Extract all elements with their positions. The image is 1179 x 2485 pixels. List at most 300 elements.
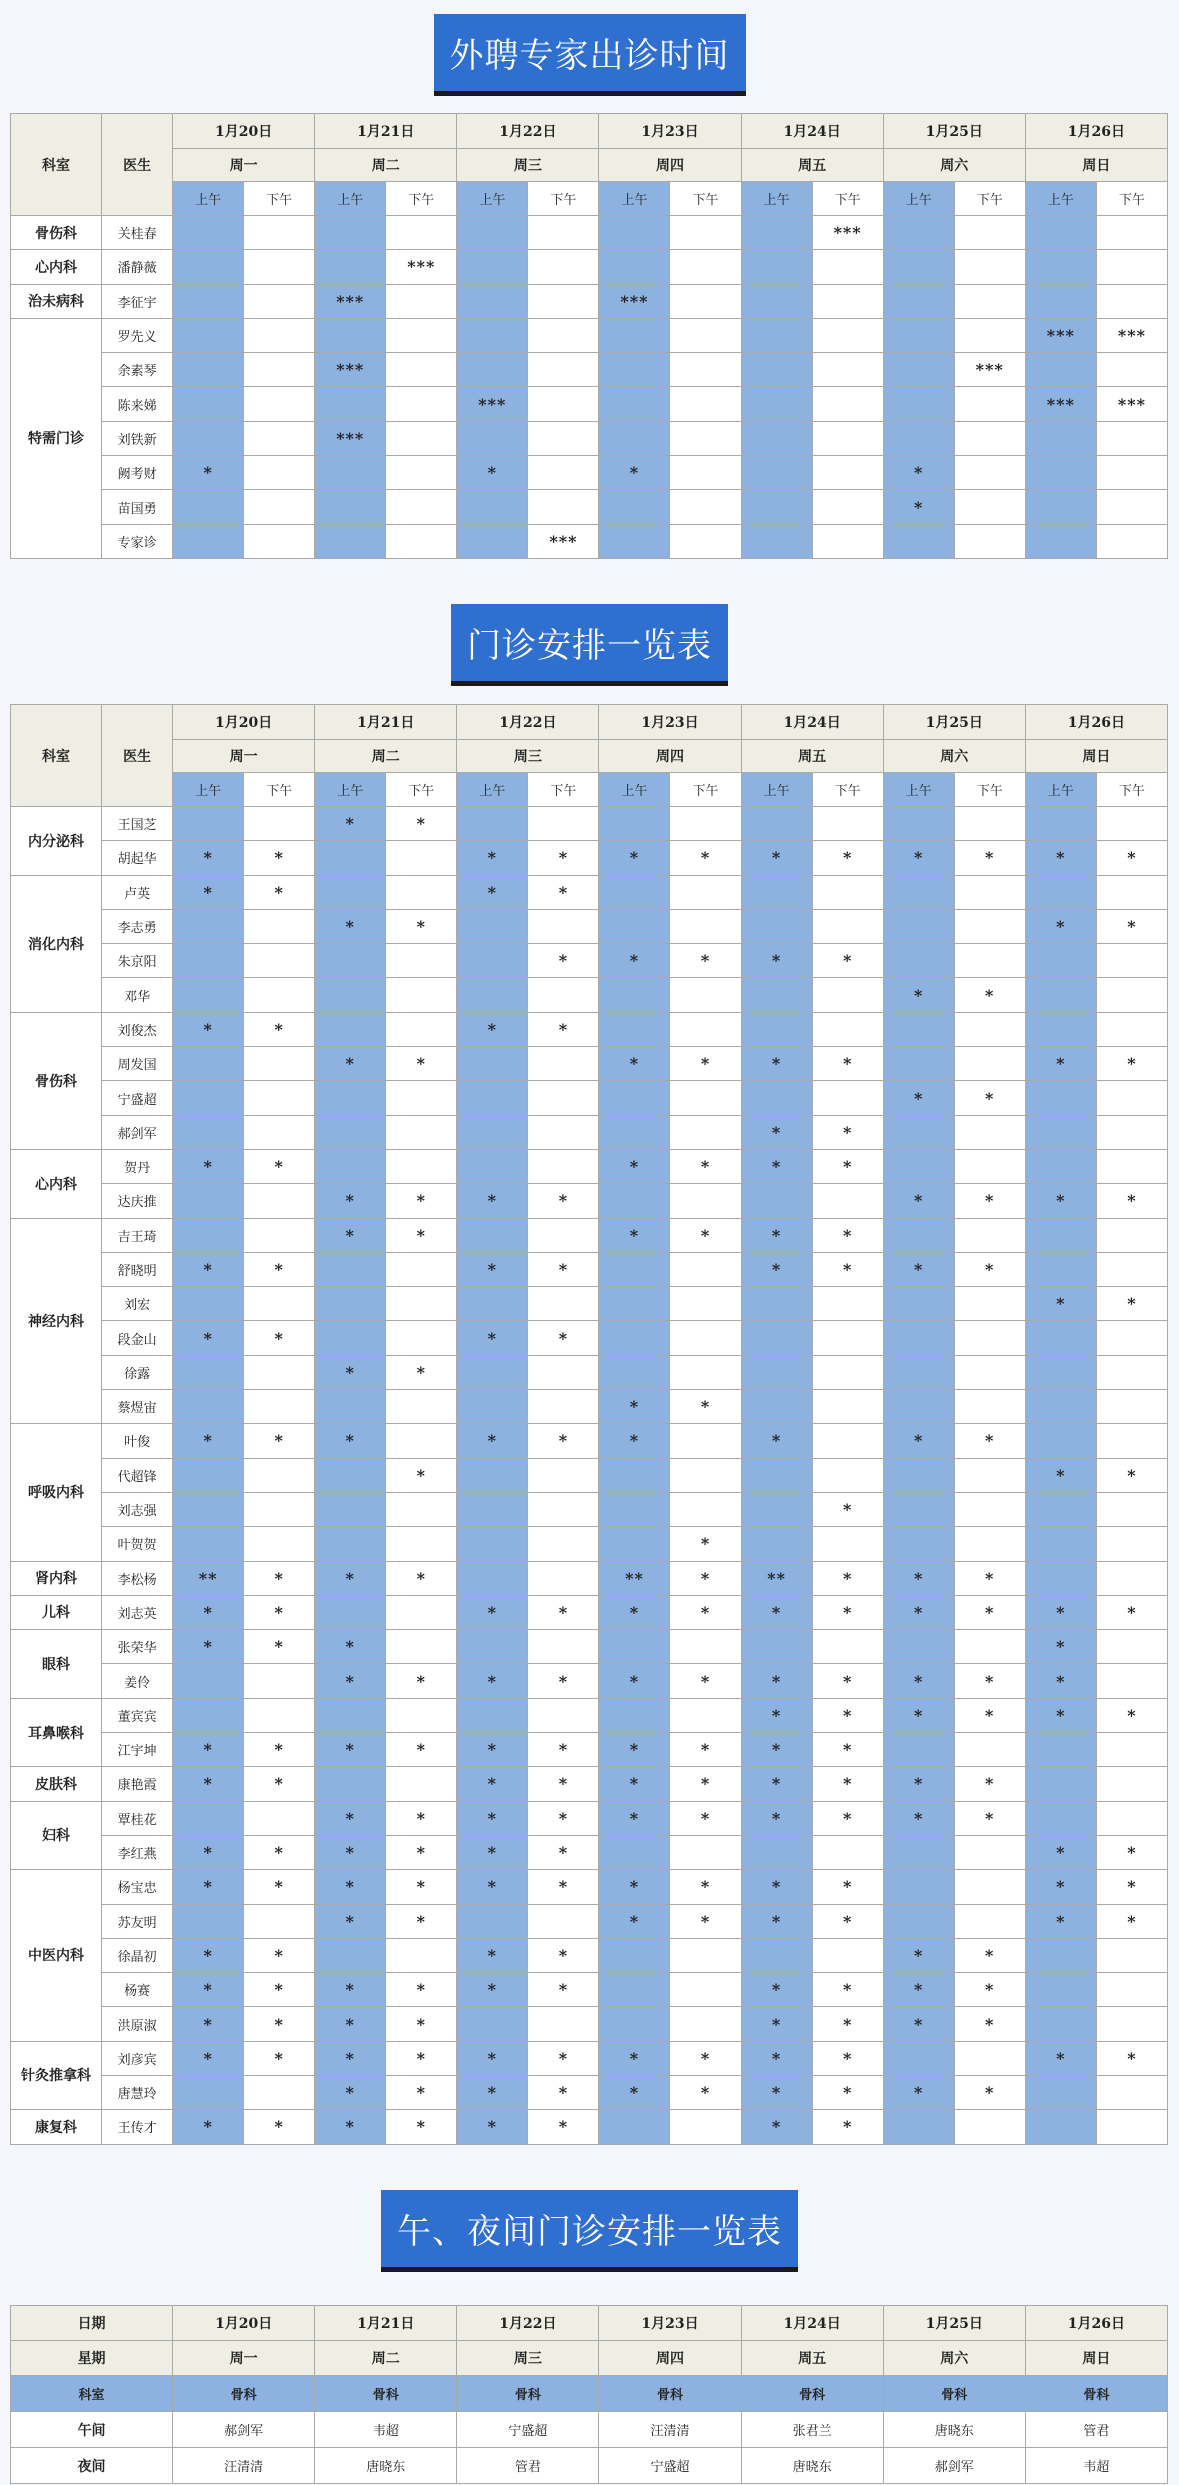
schedule-cell (1025, 2110, 1096, 2144)
schedule-cell: * (599, 1595, 670, 1629)
schedule-cell: * (528, 1252, 599, 1286)
table-row (11, 1973, 1168, 2007)
schedule-cell (812, 1424, 883, 1458)
schedule-cell (883, 353, 954, 387)
schedule-cell: * (457, 2075, 528, 2109)
night-doctor: 韦超 (1025, 2448, 1167, 2484)
schedule-cell (386, 875, 457, 909)
noon-doctor: 宁盛超 (457, 2412, 599, 2448)
date-row-cell: 1月22日 (457, 2306, 599, 2341)
schedule-cell (741, 1390, 812, 1424)
header-am: 上午 (1025, 182, 1096, 216)
schedule-cell (741, 909, 812, 943)
schedule-cell: * (315, 1870, 386, 1904)
schedule-cell (741, 1287, 812, 1321)
header-am: 上午 (741, 773, 812, 807)
schedule-cell (670, 1698, 741, 1732)
schedule-cell (173, 284, 244, 318)
schedule-cell (386, 1115, 457, 1149)
schedule-cell (1096, 1218, 1167, 1252)
schedule-cell: * (528, 875, 599, 909)
dept-cell: 心内科 (11, 1149, 102, 1218)
schedule-cell (528, 1390, 599, 1424)
schedule-cell (528, 1081, 599, 1115)
schedule-cell (315, 1321, 386, 1355)
schedule-cell: * (1096, 1698, 1167, 1732)
schedule-cell: * (883, 1561, 954, 1595)
schedule-cell (386, 1630, 457, 1664)
header-am: 上午 (1025, 773, 1096, 807)
schedule-cell: * (599, 1149, 670, 1183)
schedule-cell (1025, 1321, 1096, 1355)
header-ampm-row (11, 182, 1168, 216)
table-row (11, 1081, 1168, 1115)
schedule-cell (599, 1492, 670, 1526)
schedule-cell (741, 284, 812, 318)
schedule-cell: * (386, 1904, 457, 1938)
schedule-cell (741, 1355, 812, 1389)
schedule-cell (244, 1664, 315, 1698)
schedule-cell: * (386, 2007, 457, 2041)
schedule-cell (1025, 1733, 1096, 1767)
table-row (11, 1801, 1168, 1835)
schedule-cell: * (457, 1664, 528, 1698)
schedule-cell (741, 1630, 812, 1664)
schedule-cell (812, 1938, 883, 1972)
header-ampm-row (11, 773, 1168, 807)
schedule-cell (599, 2007, 670, 2041)
schedule-cell (244, 1115, 315, 1149)
schedule-cell: * (1096, 2041, 1167, 2075)
schedule-cell (173, 1904, 244, 1938)
header-pm: 下午 (386, 182, 457, 216)
schedule-cell: * (386, 1973, 457, 2007)
schedule-cell (457, 2007, 528, 2041)
header-date-row (11, 114, 1168, 149)
header-weekday: 周二 (315, 149, 457, 182)
schedule-cell (173, 2075, 244, 2109)
table-row (11, 1733, 1168, 1767)
schedule-cell (315, 1081, 386, 1115)
header-am: 上午 (741, 182, 812, 216)
schedule-cell (315, 1767, 386, 1801)
dept-cell: 消化内科 (11, 875, 102, 1012)
schedule-cell (599, 1835, 670, 1869)
weekday-row-cell: 周五 (741, 2341, 883, 2376)
schedule-cell (528, 284, 599, 318)
dept-cell: 皮肤科 (11, 1767, 102, 1801)
schedule-cell: * (599, 2041, 670, 2075)
schedule-cell (457, 490, 528, 524)
schedule-cell (386, 456, 457, 490)
doctor-cell: 徐晶初 (102, 1938, 173, 1972)
dept-cell: 眼科 (11, 1630, 102, 1699)
schedule-cell (528, 490, 599, 524)
schedule-cell (173, 1390, 244, 1424)
schedule-cell: * (670, 1561, 741, 1595)
header-weekday: 周三 (457, 149, 599, 182)
date-row-cell: 1月23日 (599, 2306, 741, 2341)
schedule-cell (315, 1698, 386, 1732)
schedule-cell (173, 1047, 244, 1081)
schedule-cell (386, 1081, 457, 1115)
schedule-cell: * (173, 1424, 244, 1458)
schedule-cell: * (528, 1973, 599, 2007)
schedule-cell: * (741, 1252, 812, 1286)
schedule-cell (1025, 978, 1096, 1012)
schedule-cell (315, 1012, 386, 1046)
schedule-cell: *** (528, 524, 599, 558)
schedule-cell (173, 944, 244, 978)
schedule-cell (954, 1115, 1025, 1149)
schedule-cell: * (528, 1595, 599, 1629)
schedule-cell (599, 2110, 670, 2144)
doctor-cell: 王传才 (102, 2110, 173, 2144)
schedule-cell (883, 1458, 954, 1492)
title-banner-1 (0, 14, 1179, 96)
doctor-cell: 周发国 (102, 1047, 173, 1081)
schedule-cell: * (1025, 841, 1096, 875)
schedule-cell: * (173, 1973, 244, 2007)
schedule-cell (386, 284, 457, 318)
schedule-cell (812, 318, 883, 352)
schedule-cell: * (954, 2007, 1025, 2041)
schedule-cell: * (1096, 1835, 1167, 1869)
schedule-cell (741, 1835, 812, 1869)
schedule-cell (812, 1630, 883, 1664)
schedule-cell (954, 524, 1025, 558)
schedule-cell (244, 1527, 315, 1561)
schedule-cell (244, 216, 315, 250)
schedule-cell (244, 1698, 315, 1732)
schedule-cell (386, 944, 457, 978)
doctor-cell: 王国芝 (102, 807, 173, 841)
schedule-cell: * (1025, 1698, 1096, 1732)
night-doctor: 唐晓东 (315, 2448, 457, 2484)
schedule-cell (670, 1321, 741, 1355)
schedule-cell: * (670, 1218, 741, 1252)
schedule-cell (670, 1938, 741, 1972)
table-row (11, 807, 1168, 841)
schedule-cell (386, 1012, 457, 1046)
schedule-cell (173, 909, 244, 943)
dept-cell: 针灸推拿科 (11, 2041, 102, 2110)
schedule-cell (457, 1904, 528, 1938)
schedule-cell: * (315, 2007, 386, 2041)
schedule-cell (528, 1630, 599, 1664)
doctor-cell: 朱京阳 (102, 944, 173, 978)
schedule-cell (1096, 1561, 1167, 1595)
schedule-cell (1096, 978, 1167, 1012)
schedule-cell: * (457, 2110, 528, 2144)
schedule-cell (386, 1287, 457, 1321)
schedule-cell (173, 216, 244, 250)
weekday-row-cell: 周二 (315, 2341, 457, 2376)
schedule-cell: * (954, 1767, 1025, 1801)
schedule-cell (883, 1012, 954, 1046)
schedule-cell: * (954, 1595, 1025, 1629)
doctor-cell: 杨宝忠 (102, 1870, 173, 1904)
header-date: 1月21日 (315, 705, 457, 740)
schedule-cell (954, 1904, 1025, 1938)
schedule-cell (599, 421, 670, 455)
schedule-cell (741, 978, 812, 1012)
doctor-cell: 苏友明 (102, 1904, 173, 1938)
schedule-cell: * (741, 1904, 812, 1938)
header-date: 1月20日 (173, 705, 315, 740)
schedule-cell (173, 1081, 244, 1115)
schedule-cell (173, 1218, 244, 1252)
schedule-cell (670, 1973, 741, 2007)
doctor-cell: 洪原淑 (102, 2007, 173, 2041)
schedule-cell: * (315, 1047, 386, 1081)
schedule-cell: * (386, 2041, 457, 2075)
schedule-cell: * (812, 1218, 883, 1252)
dept-cell: 神经内科 (11, 1218, 102, 1424)
schedule-cell (599, 1938, 670, 1972)
schedule-cell: * (1025, 1184, 1096, 1218)
schedule-cell: * (173, 1938, 244, 1972)
schedule-cell (173, 1492, 244, 1526)
table-row (11, 456, 1168, 490)
schedule-cell: * (954, 1973, 1025, 2007)
schedule-cell: * (883, 1081, 954, 1115)
schedule-cell (528, 1218, 599, 1252)
schedule-cell (528, 318, 599, 352)
schedule-cell (812, 978, 883, 1012)
schedule-cell (244, 2075, 315, 2109)
schedule-cell: * (883, 1698, 954, 1732)
schedule-cell (315, 1938, 386, 1972)
schedule-cell: * (173, 1630, 244, 1664)
schedule-cell: * (244, 1424, 315, 1458)
schedule-cell (670, 1630, 741, 1664)
doctor-cell: 刘彦宾 (102, 2041, 173, 2075)
header-pm: 下午 (670, 182, 741, 216)
schedule-cell (457, 524, 528, 558)
header-pm: 下午 (1096, 773, 1167, 807)
schedule-cell: * (1096, 1287, 1167, 1321)
table-row (11, 1149, 1168, 1183)
doctor-cell: 潘静薇 (102, 250, 173, 284)
schedule-cell: *** (1096, 318, 1167, 352)
schedule-cell (599, 1287, 670, 1321)
schedule-cell (954, 1149, 1025, 1183)
schedule-cell: *** (599, 284, 670, 318)
schedule-cell (670, 284, 741, 318)
schedule-cell (244, 1287, 315, 1321)
schedule-cell (599, 1973, 670, 2007)
table-row (11, 1664, 1168, 1698)
schedule-cell: * (457, 841, 528, 875)
schedule-cell (670, 387, 741, 421)
schedule-cell: * (386, 1870, 457, 1904)
schedule-cell (457, 421, 528, 455)
schedule-cell: * (173, 1595, 244, 1629)
schedule-cell (599, 353, 670, 387)
schedule-cell: * (599, 1424, 670, 1458)
schedule-cell: * (386, 1835, 457, 1869)
header-weekday: 周四 (599, 149, 741, 182)
schedule-cell: * (883, 1424, 954, 1458)
table-row (11, 1527, 1168, 1561)
schedule-cell: * (457, 1767, 528, 1801)
schedule-cell (1025, 1115, 1096, 1149)
schedule-cell (1096, 2075, 1167, 2109)
schedule-cell (315, 1287, 386, 1321)
schedule-cell: * (315, 909, 386, 943)
schedule-cell: * (670, 1595, 741, 1629)
schedule-cell (1096, 1973, 1167, 2007)
schedule-cell: * (244, 2110, 315, 2144)
schedule-cell: * (528, 1733, 599, 1767)
schedule-cell (741, 490, 812, 524)
schedule-cell: * (954, 978, 1025, 1012)
schedule-cell (954, 1835, 1025, 1869)
schedule-cell (954, 456, 1025, 490)
table-row (11, 490, 1168, 524)
schedule-cell: * (670, 2075, 741, 2109)
schedule-cell: ** (599, 1561, 670, 1595)
schedule-cell: * (1025, 1904, 1096, 1938)
doctor-cell: 康艳霞 (102, 1767, 173, 1801)
schedule-cell (1025, 1527, 1096, 1561)
schedule-cell (528, 1458, 599, 1492)
schedule-cell: * (457, 1595, 528, 1629)
doctor-cell: 刘宏 (102, 1287, 173, 1321)
schedule-cell (244, 1390, 315, 1424)
schedule-cell (457, 1630, 528, 1664)
schedule-cell (1025, 875, 1096, 909)
header-weekday: 周一 (173, 740, 315, 773)
schedule-cell (1096, 1527, 1167, 1561)
schedule-cell: * (1096, 1595, 1167, 1629)
schedule-cell (883, 1149, 954, 1183)
date-row (11, 2306, 1168, 2341)
schedule-cell: * (954, 1698, 1025, 1732)
table-row (11, 1321, 1168, 1355)
schedule-cell: * (1096, 909, 1167, 943)
schedule-cell (1025, 2075, 1096, 2109)
table-row (11, 1424, 1168, 1458)
schedule-cell: * (599, 1664, 670, 1698)
schedule-cell (457, 1287, 528, 1321)
weekday-row-cell: 周六 (883, 2341, 1025, 2376)
schedule-cell: * (954, 1081, 1025, 1115)
schedule-cell (670, 524, 741, 558)
schedule-cell (670, 909, 741, 943)
dept-cell: 治未病科 (11, 284, 102, 318)
dept-cell: 儿科 (11, 1595, 102, 1629)
schedule-cell: * (244, 1561, 315, 1595)
doctor-cell: 余素琴 (102, 353, 173, 387)
schedule-cell: * (457, 1733, 528, 1767)
schedule-cell: * (315, 1664, 386, 1698)
doctor-cell: 蔡煜宙 (102, 1390, 173, 1424)
header-am: 上午 (457, 773, 528, 807)
dept-row (11, 2376, 1168, 2412)
doctor-cell: 叶贺贺 (102, 1527, 173, 1561)
schedule-cell (741, 216, 812, 250)
schedule-cell (173, 1664, 244, 1698)
schedule-cell (1096, 1321, 1167, 1355)
schedule-cell: * (315, 2110, 386, 2144)
schedule-cell (670, 1492, 741, 1526)
schedule-cell (1096, 1767, 1167, 1801)
schedule-cell (528, 1115, 599, 1149)
header-weekday-row (11, 149, 1168, 182)
table-row (11, 216, 1168, 250)
schedule-cell (244, 456, 315, 490)
table-row (11, 2075, 1168, 2109)
noon-doctor: 汪清清 (599, 2412, 741, 2448)
table-row (11, 318, 1168, 352)
header-pm: 下午 (244, 182, 315, 216)
schedule-cell: * (244, 875, 315, 909)
schedule-cell: * (315, 1904, 386, 1938)
schedule-cell: * (670, 841, 741, 875)
doctor-cell: 贺丹 (102, 1149, 173, 1183)
schedule-cell (670, 318, 741, 352)
schedule-cell (954, 1355, 1025, 1389)
schedule-cell (315, 250, 386, 284)
table-row (11, 524, 1168, 558)
schedule-cell (954, 318, 1025, 352)
schedule-cell (954, 490, 1025, 524)
header-date: 1月21日 (315, 114, 457, 149)
schedule-cell (1096, 1012, 1167, 1046)
schedule-cell (812, 1390, 883, 1424)
schedule-cell: * (812, 1492, 883, 1526)
schedule-cell (386, 524, 457, 558)
schedule-cell (244, 284, 315, 318)
schedule-cell (386, 1424, 457, 1458)
schedule-cell (954, 1630, 1025, 1664)
schedule-cell (812, 284, 883, 318)
schedule-cell: * (599, 1904, 670, 1938)
schedule-cell: * (670, 1390, 741, 1424)
schedule-cell (1025, 1355, 1096, 1389)
schedule-cell: * (1096, 1904, 1167, 1938)
table-row (11, 1390, 1168, 1424)
table-row (11, 1492, 1168, 1526)
schedule-cell: * (954, 2075, 1025, 2109)
schedule-cell (954, 1390, 1025, 1424)
schedule-cell (741, 1321, 812, 1355)
table-row (11, 1561, 1168, 1595)
schedule-cell: * (741, 841, 812, 875)
dept-row-cell: 骨科 (315, 2376, 457, 2412)
schedule-cell: * (954, 1184, 1025, 1218)
schedule-cell (1096, 456, 1167, 490)
schedule-cell: * (883, 1938, 954, 1972)
header-am: 上午 (457, 182, 528, 216)
schedule-cell (528, 1904, 599, 1938)
schedule-cell: *** (954, 353, 1025, 387)
schedule-cell: * (741, 1595, 812, 1629)
schedule-cell (173, 978, 244, 1012)
schedule-cell (457, 284, 528, 318)
dept-cell: 康复科 (11, 2110, 102, 2144)
schedule-cell: * (599, 944, 670, 978)
schedule-cell: * (173, 1321, 244, 1355)
schedule-cell (457, 909, 528, 943)
schedule-cell: * (954, 1801, 1025, 1835)
schedule-cell: * (1025, 1047, 1096, 1081)
doctor-cell: 李征宇 (102, 284, 173, 318)
schedule-cell: * (741, 1733, 812, 1767)
doctor-cell: 舒晓明 (102, 1252, 173, 1286)
